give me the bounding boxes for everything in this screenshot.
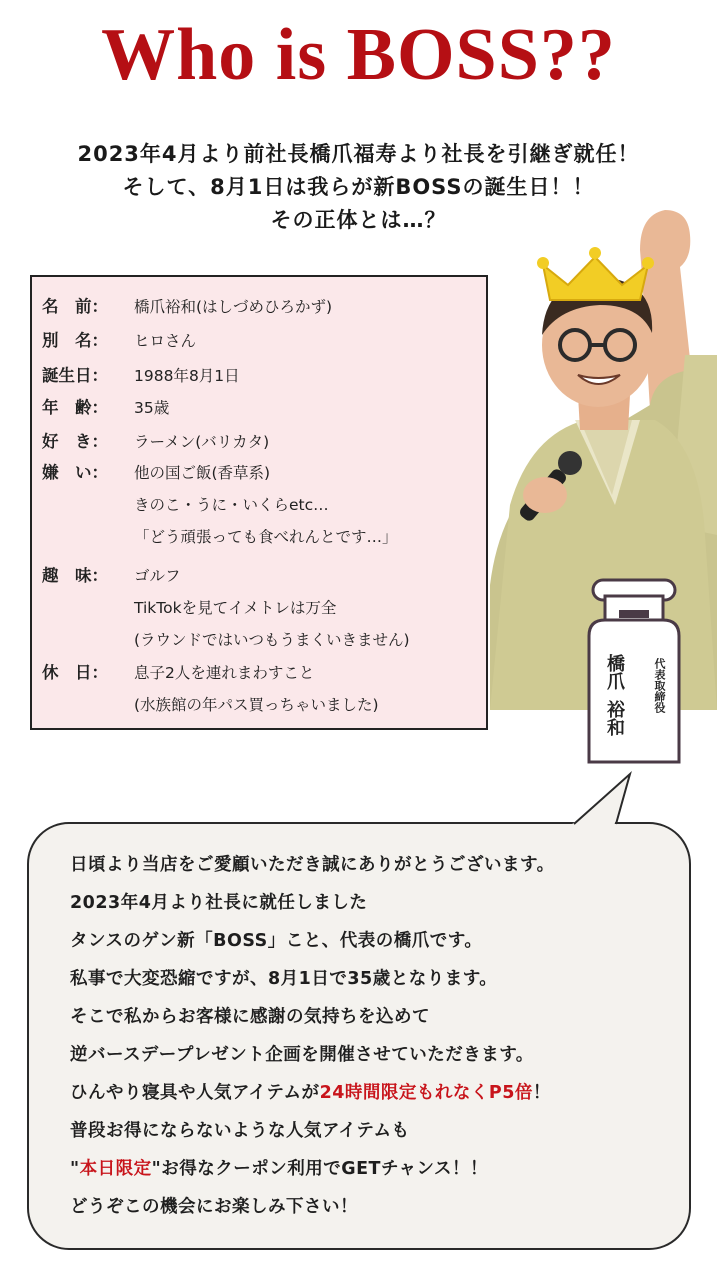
profile-value: ゴルフ bbox=[134, 567, 181, 585]
profile-label: 名 前： bbox=[42, 297, 108, 316]
message-text-part: ひんやり寝具や人気アイテムが bbox=[70, 1083, 320, 1103]
speech-bubble-tail bbox=[560, 770, 640, 830]
profile-row-hobby bbox=[42, 560, 410, 656]
profile-row-name bbox=[42, 291, 332, 323]
message-text bbox=[70, 846, 690, 1226]
profile-row-alias bbox=[42, 325, 196, 357]
profile-row-dislikes bbox=[42, 457, 398, 553]
profile-value: (ラウンドではいつもうまくいきません) bbox=[134, 631, 410, 649]
message-line bbox=[70, 1074, 690, 1112]
message-line: 逆バースデープレゼント企画を開催させていただきます。 bbox=[70, 1045, 534, 1065]
profile-row-age bbox=[42, 392, 169, 424]
nameplate bbox=[585, 576, 683, 766]
profile-value: TikTokを見てイメトレは万全 bbox=[134, 599, 337, 617]
highlight-text: 24時間限定もれなくP5倍 bbox=[319, 1083, 533, 1103]
profile-value: ラーメン(バリカタ) bbox=[134, 433, 270, 451]
profile-label: 誕生日： bbox=[42, 366, 108, 385]
page-title: Who is BOSS?? bbox=[101, 14, 616, 96]
profile-value: 息子2人を連れまわすこと bbox=[134, 664, 315, 682]
profile-row-likes bbox=[42, 426, 269, 458]
intro-line: その正体とは…？ bbox=[270, 208, 447, 232]
profile-value: 1988年8月1日 bbox=[134, 367, 240, 385]
profile-value: 他の国ご飯(香草系) bbox=[134, 464, 271, 482]
profile-label: 休 日： bbox=[42, 663, 108, 682]
profile-row-holiday bbox=[42, 657, 379, 721]
intro-line: 2023年4月より前社長橋爪福寿より社長を引継ぎ就任！ bbox=[77, 142, 640, 166]
message-line: 日頃より当店をご愛顧いただき誠にありがとうございます。 bbox=[70, 855, 555, 875]
profile-label: 年 齢： bbox=[42, 398, 108, 417]
profile-row-birthday bbox=[42, 360, 240, 392]
nameplate-given-name: 裕和 bbox=[604, 700, 625, 736]
profile-value: きのこ・うに・いくらetc… bbox=[134, 496, 329, 514]
profile-label: 嫌 い： bbox=[42, 463, 108, 482]
profile-label: 別 名： bbox=[42, 331, 108, 350]
message-line: 普段お得にならないような人気アイテムも bbox=[70, 1121, 410, 1141]
profile-value: 「どう頑張っても食べれんとです…」 bbox=[134, 528, 398, 546]
nameplate-position: 代表取締役 bbox=[653, 658, 666, 713]
profile-value: (水族館の年パス買っちゃいました) bbox=[134, 696, 379, 714]
message-line: タンスのゲン新「BOSS」こと、代表の橋爪です。 bbox=[70, 931, 483, 951]
profile-label: 好 き： bbox=[42, 432, 108, 451]
message-text-part: ！ bbox=[532, 1083, 551, 1103]
profile-label: 趣 味： bbox=[42, 566, 108, 585]
profile-value: 35歳 bbox=[134, 399, 170, 417]
message-text-part: "お得なクーポン利用でGETチャンス！！ bbox=[151, 1159, 488, 1179]
highlight-text: 本日限定 bbox=[79, 1159, 152, 1179]
message-line: どうぞこの機会にお楽しみ下さい！ bbox=[70, 1197, 358, 1217]
message-line: 私事で大変恐縮ですが、8月1日で35歳となります。 bbox=[70, 969, 498, 989]
message-line: 2023年4月より社長に就任しました bbox=[70, 893, 368, 913]
message-line: そこで私からお客様に感謝の気持ちを込めて bbox=[70, 1007, 430, 1027]
profile-value: 橋爪裕和(はしづめひろかず) bbox=[134, 298, 333, 316]
message-line bbox=[70, 1150, 690, 1188]
nameplate-surname: 橋爪 bbox=[604, 654, 625, 690]
intro-line: そして、8月1日は我らが新BOSSの誕生日！！ bbox=[122, 175, 595, 199]
profile-value: ヒロさん bbox=[134, 332, 197, 350]
message-text-part: " bbox=[70, 1159, 80, 1179]
profile-card bbox=[30, 275, 488, 730]
